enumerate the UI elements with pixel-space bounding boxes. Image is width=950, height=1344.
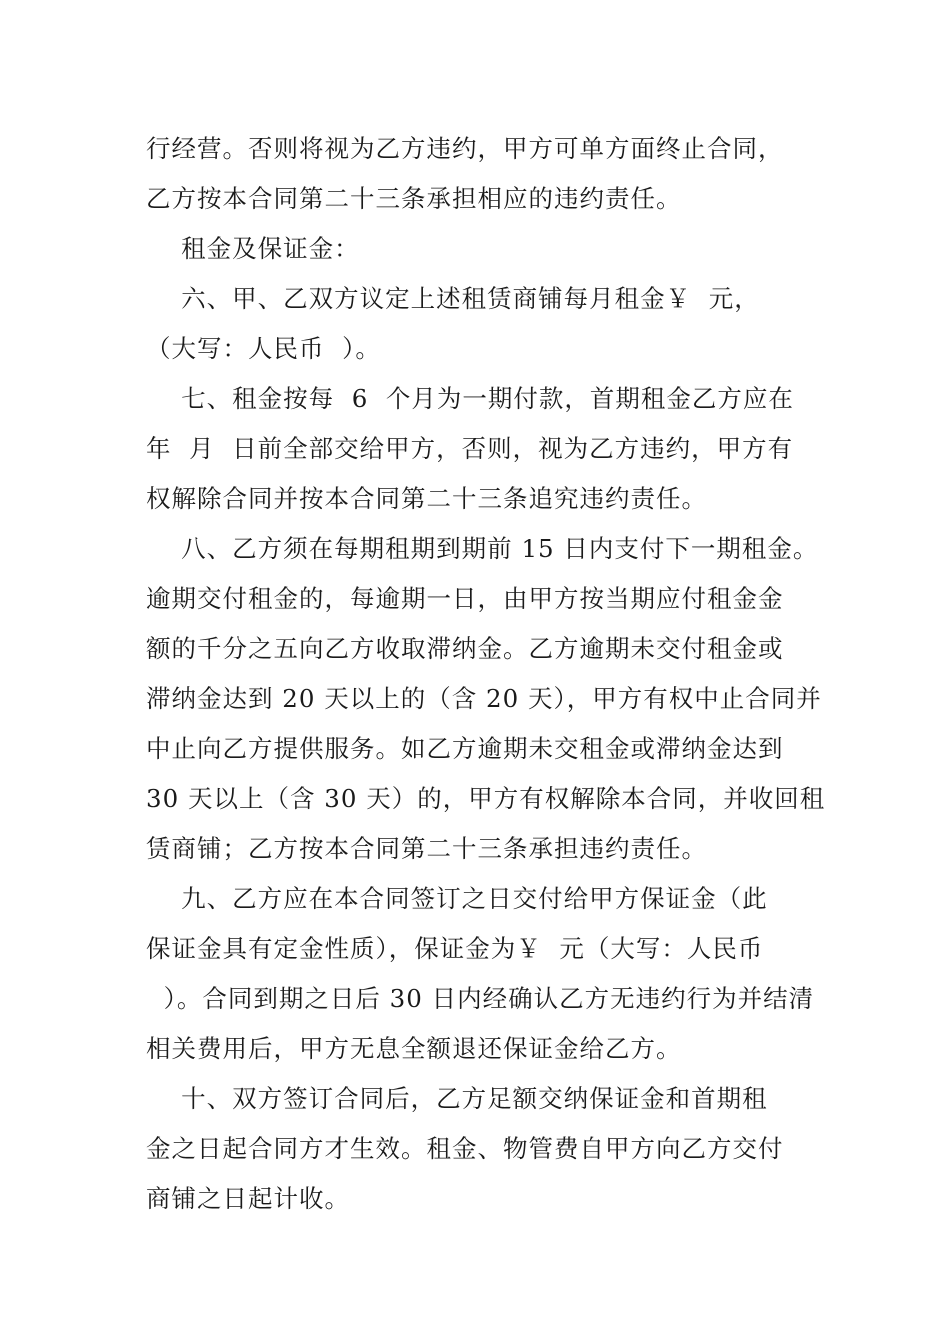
- text-line: 相关费用后，甲方无息全额退还保证金给乙方。: [146, 1034, 682, 1063]
- text-line: 十、双方签订合同后，乙方足额交纳保证金和首期租: [146, 1084, 768, 1113]
- text-line: 金之日起合同方才生效。租金、物管费自甲方向乙方交付: [146, 1134, 784, 1163]
- text-line: 赁商铺；乙方按本合同第二十三条承担违约责任。: [146, 834, 707, 863]
- text-line: 年 月 日前全部交给甲方，否则，视为乙方违约，甲方有: [146, 434, 794, 463]
- text-line: 中止向乙方提供服务。如乙方逾期未交租金或滞纳金达到: [146, 734, 784, 763]
- text-line: 七、租金按每 6 个月为一期付款，首期租金乙方应在: [146, 384, 794, 413]
- text-line: ）。合同到期之日后 30 日内经确认乙方无违约行为并结清: [146, 984, 815, 1013]
- text-line: 30 天以上（含 30 天）的，甲方有权解除本合同，并收回租: [146, 784, 826, 813]
- text-line: 九、乙方应在本合同签订之日交付给甲方保证金（此: [146, 884, 768, 913]
- text-line: 权解除合同并按本合同第二十三条追究违约责任。: [146, 484, 707, 513]
- text-line: 逾期交付租金的，每逾期一日，由甲方按当期应付租金金: [146, 584, 784, 613]
- text-line: 六、甲、乙双方议定上述租赁商铺每月租金￥ 元，: [146, 284, 760, 313]
- contract-text: [146, 124, 826, 1224]
- text-line: 八、乙方须在每期租期到期前 15 日内支付下一期租金。: [146, 534, 819, 563]
- text-line: 额的千分之五向乙方收取滞纳金。乙方逾期未交付租金或: [146, 634, 784, 663]
- text-line: 行经营。否则将视为乙方违约，甲方可单方面终止合同，: [146, 134, 784, 163]
- text-line: 保证金具有定金性质），保证金为￥ 元（大写：人民币: [146, 934, 764, 963]
- text-line: （大写：人民币 ）。: [146, 334, 381, 363]
- text-line: 滞纳金达到 20 天以上的（含 20 天），甲方有权中止合同并: [146, 684, 822, 713]
- text-line: 商铺之日起计收。: [146, 1184, 350, 1213]
- section-heading: 租金及保证金：: [146, 234, 360, 263]
- text-line: 乙方按本合同第二十三条承担相应的违约责任。: [146, 184, 682, 213]
